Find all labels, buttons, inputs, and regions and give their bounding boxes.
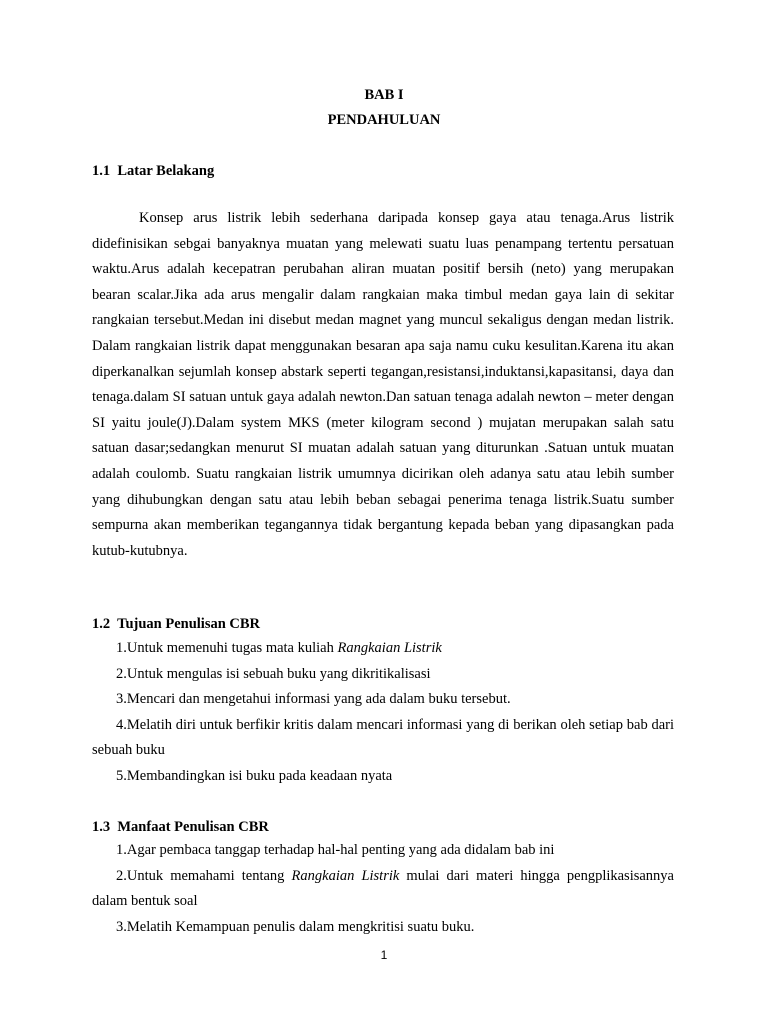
section-heading-tujuan: 1.2 Tujuan Penulisan CBR <box>92 616 261 632</box>
list-item: 4.Melatih diri untuk berfikir kritis dalam mencari informasi yang di berikan oleh setiap bab dari sebuah buku <box>92 716 674 759</box>
list-item: 2.Untuk mengulas isi sebuah buku yang dikritikalisasi <box>116 665 431 682</box>
paragraph-text: Konsep arus listrik lebih sederhana daripada konsep gaya atau tenaga.Arus listrik didefinisikan sebgai banyaknya muatan yang melewati suatu luas penampang tertentu persatuan waktu.Arus adalah kecepatran perubahan aliran muatan positif bersih (neto) yang merupakan bearan scalar.Jika ada arus mengalir dalam rangkaian maka timbul medan gaya lain di sekitar rangkaian tersebut.Medan ini disebut medan magnet yang muncul sekaligus dengan medan listrik. Dalam rangkaian listrik dapat menggunakan besaran apa saja namu cuku kesulitan.Karena itu akan diperkanalkan sejumlah konsep abstark seperti tegangan,resistansi,induktansi,kapasitansi, daya dan tenaga.dalam SI satuan untuk gaya adalah newton.Dan satuan tenaga adalah newton – meter dengan SI yaitu joule(J).Dalam system MKS (meter kilogram second ) mujatan merupakan salah satu satuan dasar;sedangkan menurut SI muatan adalah satuan yang diturunkan .Satuan untuk muatan adalah coulomb. Suatu rangkaian listrik umumnya dicirikan oleh adanya satu atau lebih sumber yang dihubungkan dengan satu atau lebih beban sebagai penerima tenaga listrik.Suatu sumber sempurna akan memberikan tegangannya tidak bergantung kepada beban yang dipasangkan pada kutub-kutubnya. <box>92 210 674 559</box>
list-item: 2.Untuk memahami tentang Rangkaian Listrik mulai dari materi hingga pengplikasisannya dalam bentuk soal <box>92 867 674 910</box>
list-item: 5.Membandingkan isi buku pada keadaan nyata <box>116 767 393 784</box>
page-number: 1 <box>380 948 388 962</box>
list-item: 3.Melatih Kemampuan penulis dalam mengkritisi suatu buku. <box>116 918 475 935</box>
italic-term: Rangkaian Listrik <box>337 640 442 656</box>
tujuan-list <box>92 636 674 790</box>
section-heading-manfaat: 1.3 Manfaat Penulisan CBR <box>92 819 269 835</box>
manfaat-list <box>92 838 674 940</box>
list-item: 3.Mencari dan mengetahui informasi yang ada dalam buku tersebut. <box>116 691 511 708</box>
section-heading-latar-belakang: 1.1 Latar Belakang <box>92 163 215 179</box>
latar-belakang-paragraph <box>92 206 674 564</box>
list-item: 1.Agar pembaca tanggap terhadap hal-hal penting yang ada didalam bab ini <box>116 842 555 858</box>
list-item: 1.Untuk memenuhi tugas mata kuliah Rangkaian Listrik <box>116 640 442 656</box>
chapter-title: PENDAHULUAN <box>327 112 441 128</box>
chapter-number: BAB I <box>364 87 404 103</box>
italic-term: Rangkaian Listrik <box>291 867 400 884</box>
